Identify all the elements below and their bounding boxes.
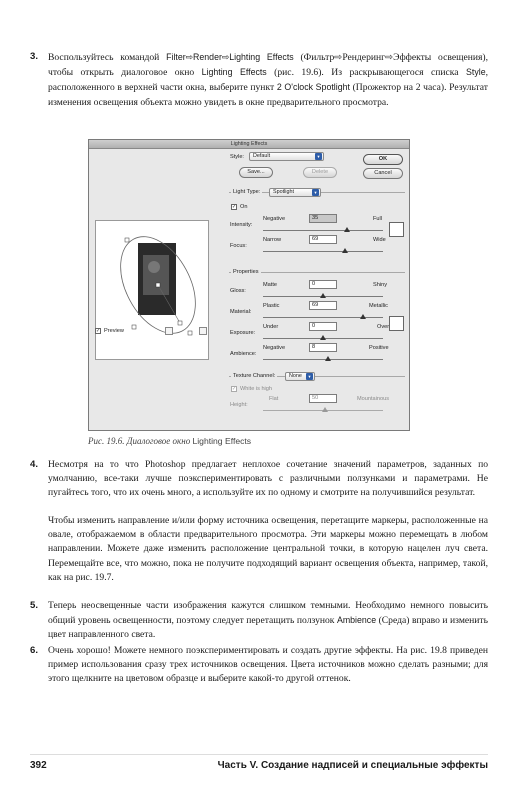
exposure-label: Exposure: [230,330,256,336]
gloss-thumb[interactable] [320,293,326,298]
intensity-min-label: Negative [263,216,286,222]
text: (Прожектор на 2 часа). Результат изменения освещения объекта можно увидеть в окне предварительного просмотра. [48,82,488,108]
texture-channel-select[interactable] [285,372,315,381]
exposure-field[interactable]: 0 [309,322,337,331]
focus-min-label: Narrow [263,237,282,243]
light-on-checkbox[interactable]: ✓ [232,204,237,210]
step-text: Очень хорошо! Можете немного поэкспериментировать и создать другие эффекты. На рис. 19.8 приведен пример использования сразу трех источников освещения. Цвета источников можно сделать разными; для этого щелкните на цветовом образце и выберите какой-то другой оттенок. [48,645,488,685]
lit-area [143,255,169,295]
ambient-color-swatch[interactable] [389,316,404,331]
dialog-name: Lighting Effects [201,67,267,78]
height-max-label: Mountainous [357,396,390,402]
exposure-min-label: Under [263,324,279,330]
ambience-slider[interactable] [263,359,383,360]
light-color-swatch[interactable] [389,222,404,237]
oval-handle[interactable] [125,238,129,242]
white-is-high-checkbox[interactable]: ✓ [232,386,237,392]
light-on-label: On [240,204,248,210]
light-type-group [229,189,405,260]
text: Воспользуйтесь командой [48,52,167,63]
center-handle[interactable] [156,283,160,287]
light-type-label: Light Type: [233,189,261,195]
properties-label: Properties [233,269,259,275]
exposure-thumb[interactable] [320,335,326,340]
height-min-label: Flat [269,396,279,402]
chevron-down-icon: ▾ [306,373,313,380]
material-field[interactable]: 69 [309,301,337,310]
ambience-field[interactable]: 8 [309,343,337,352]
option-name: 2 O'clock Spotlight [276,82,350,93]
page-number: 392 [30,760,47,771]
material-min-label: Plastic [263,303,280,309]
intensity-max-label: Full [373,216,383,222]
light-bulb-icon[interactable] [165,327,173,335]
lighting-effects-dialog [88,139,410,431]
option-name: Ambience [336,615,377,626]
material-label: Material: [230,309,252,315]
height-thumb[interactable] [322,407,328,412]
preview-area[interactable] [95,220,209,360]
intensity-thumb[interactable] [344,227,350,232]
step-3 [30,50,488,110]
text: (Фильтр⇨Рендеринг⇨Эффекты освещения), чтобы открыть диалоговое окно [48,52,488,79]
intensity-label: Intensity: [230,222,253,228]
text: (рис. 19.6). Из раскрывающегося списка [266,67,467,79]
step-number: 5. [30,600,39,611]
gloss-max-label: Shiny [373,282,387,288]
ok-button[interactable]: OK [363,154,403,165]
style-select[interactable] [249,152,324,161]
style-label: Style: [230,154,244,160]
dialog-title: Lighting Effects [89,140,409,149]
focus-slider[interactable] [263,251,383,252]
running-footer-title: Часть V. Создание надписей и специальные эффекты [217,760,488,771]
ambience-min-label: Negative [263,345,286,351]
focus-field[interactable]: 69 [309,235,337,244]
save-button[interactable]: Save... [239,167,273,178]
height-label: Height: [230,402,248,408]
oval-handle[interactable] [188,331,192,335]
style-select-value: Default [253,153,271,159]
step-6 [30,644,488,687]
focus-max-label: Wide [373,237,386,243]
figure-caption [88,436,251,446]
step-4-continued [48,514,488,585]
height-field[interactable]: 50 [309,394,337,403]
subject-shape [148,261,160,273]
step-number: 3. [30,51,39,62]
option-name: Style [466,67,486,78]
delete-button[interactable]: Delete [303,167,337,178]
footer-rule [30,754,488,755]
menu-command: Filter⇨Render⇨Lighting Effects [166,52,294,62]
preview-label: Preview [104,328,124,334]
trash-icon[interactable] [199,327,207,335]
chevron-down-icon: ▾ [315,153,322,160]
light-type-value: Spotlight [273,189,294,195]
focus-thumb[interactable] [342,248,348,253]
ambience-thumb[interactable] [325,356,331,361]
ambience-max-label: Positive [369,345,389,351]
light-type-select[interactable] [269,188,321,197]
step-text: Чтобы изменить направление и/или форму источника освещения, перетащите маркеры, расположенные на овале, отображаемом в области предварительного просмотра. Эти маркеры можно перемещать в любом направлении. Можете даже изменить расположение центральной точки, в которую нацелен луч света. Перемещайте все, что можно, пока не получите подходящий вариант освещения объекта, например, такой, как на рис. 19.7. [48,515,488,583]
texture-channel-value: None [289,373,302,379]
step-text: Несмотря на то что Photoshop предлагает неплохое сочетание значений параметров, заданных по умолчанию, все-таки лучше поэкспериментировать с различными ползунками и параметрами. Не пугайтесь того, что их очень много, а используйте их по одному и смотрите на получившийся результат. [48,459,488,499]
text: Теперь неосвещенные части изображения кажутся слишком темными. Необходимо немного повысить общий уровень освещенности, поэтому следует перетащить ползунок [48,600,488,627]
step-4 [30,458,488,501]
gloss-min-label: Matte [263,282,277,288]
gloss-label: Gloss: [230,288,246,294]
text: , расположенного в верхней части окна, выберите пункт [48,67,488,94]
step-number: 4. [30,459,39,470]
white-is-high-label: White is high [240,386,273,392]
oval-handle[interactable] [132,325,136,329]
exposure-max-label: Over [377,324,390,330]
texture-channel-label: Texture Channel: [233,373,276,379]
step-5 [30,599,488,643]
light-oval-overlay[interactable] [96,221,209,360]
intensity-field[interactable]: 35 [309,214,337,223]
step-number: 6. [30,645,39,656]
intensity-slider[interactable] [263,230,383,231]
ambience-label: Ambience: [230,351,257,357]
caption-text: Рис. 19.6. Диалоговое окно [88,436,193,446]
material-thumb[interactable] [360,314,366,319]
chevron-down-icon: ▾ [312,189,319,196]
focus-label: Focus: [230,243,247,249]
gloss-field[interactable]: 0 [309,280,337,289]
material-max-label: Metallic [369,303,388,309]
preview-checkbox[interactable]: ✓ [96,328,101,334]
caption-dialog-name: Lighting Effects [192,436,252,446]
cancel-button[interactable]: Cancel [363,168,403,179]
text: (Среда) вправо и изменить цвет направленного света. [48,615,488,641]
oval-handle[interactable] [178,321,182,325]
